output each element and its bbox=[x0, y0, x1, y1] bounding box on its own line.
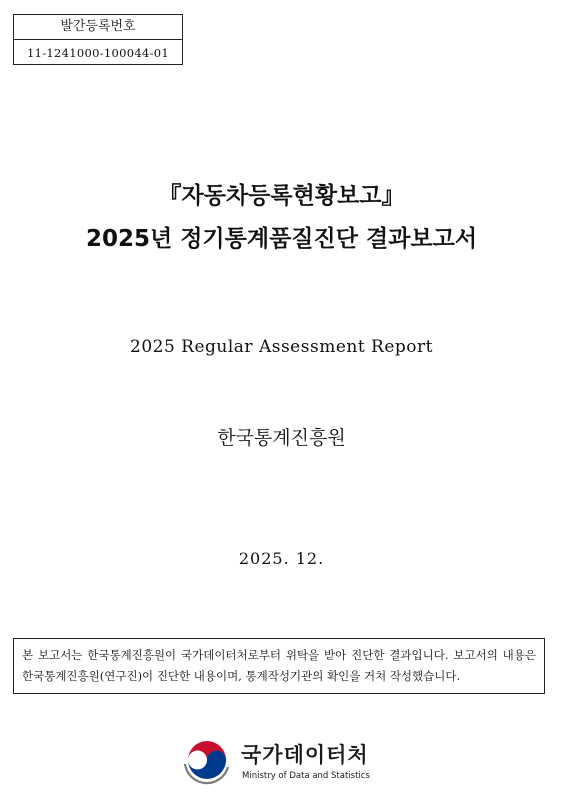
ministry-name-english: Ministry of Data and Statistics bbox=[242, 771, 370, 781]
report-subtitle-english: 2025 Regular Assessment Report bbox=[130, 337, 433, 357]
publication-date: 2025. 12. bbox=[238, 549, 325, 568]
report-title-line2: 2025년 정기통계품질진단 결과보고서 bbox=[85, 226, 478, 252]
notice-box: 본 보고서는 한국통계진흥원이 국가데이터처로부터 위탁을 받아 진단한 결과입니다. 보고서의 내용은 한국통계진흥원(연구진)이 진단한 내용이며, 통계작성기관의 확인을 거쳐 작성했습니다. bbox=[13, 638, 545, 694]
report-title-line1: 『자동차등록현황보고』 bbox=[158, 183, 405, 209]
ministry-logo bbox=[182, 738, 382, 788]
publication-registration-number: 11-1241000-100044-01 bbox=[26, 46, 170, 60]
ministry-name: 국가데이터처 bbox=[241, 743, 369, 767]
publication-registration-box bbox=[13, 14, 183, 65]
organization-name: 한국통계진흥원 bbox=[217, 427, 346, 449]
taegeuk-emblem-icon bbox=[182, 740, 232, 786]
publication-registration-label: 발간등록번호 bbox=[14, 15, 182, 40]
